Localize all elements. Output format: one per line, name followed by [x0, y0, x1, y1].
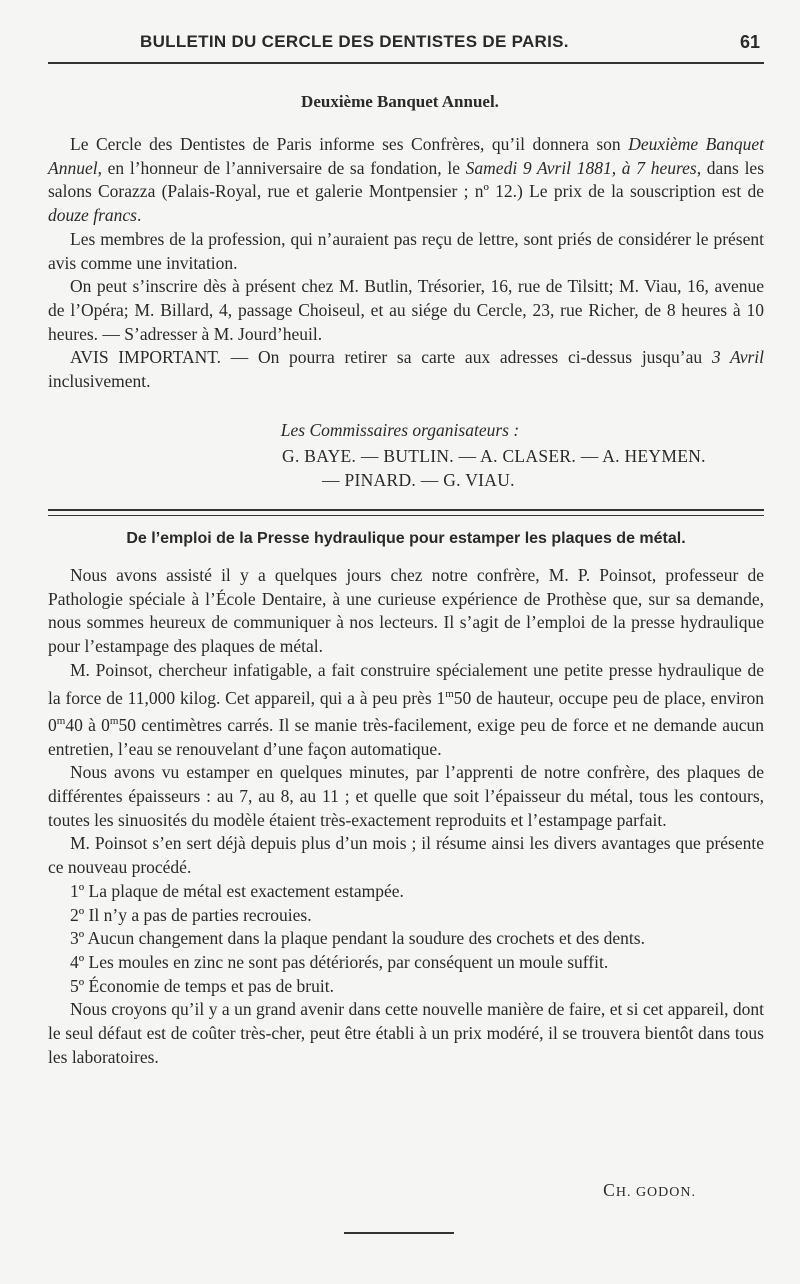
commissaires-names-line-1: G. BAYE. — BUTLIN. — A. CLASER. — A. HEYMEN. [282, 446, 706, 466]
banquet-paragraph-2: Les membres de la profession, qui n’auraient pas reçu de lettre, sont priés de considérer le présent avis comme une invitation. [48, 228, 764, 273]
article-paragraph-2: M. Poinsot, chercheur infatigable, a fait construire spécialement une petite presse hydraulique de la force de 11,000 kilog. Cet appareil, qui a à peu près 1$^m$50 de hauteur, occupe peu de place, environ 0$^m$40 à 0$^m$50 centimètres carrés. Il se manie très-facilement, exige peu de force et ne demande aucun entretien, l’eau se renouvelant d’une façon automatique. [48, 659, 765, 759]
running-title: BULLETIN DU CERCLE DES DENTISTES DE PARIS. [140, 32, 569, 51]
page-number: 61 [739, 32, 760, 52]
advantage-item-5: 5º Économie de temps et pas de bruit. [70, 975, 334, 996]
banquet-paragraph-1: Le Cercle des Dentistes de Paris informe ses Confrères, qu’il donnera son Deuxième Banquet Annuel, en l’honneur de l’anniversaire de sa fondation, le Samedi 9 Avril 1881, à 7 heures, dans les salons Corazza (Palais-Royal, rue et galerie Montpensier ; nº 12.) Le prix de la souscription est de douze francs. [48, 134, 765, 226]
commissaires-names-line-2: — PINARD. — G. VIAU. [322, 470, 515, 490]
advantage-item-2: 2º Il n’y a pas de parties recrouies. [70, 904, 312, 925]
section-heading-banquet: Deuxième Banquet Annuel. [301, 92, 499, 111]
section-divider [48, 509, 764, 516]
advantage-item-3: 3º Aucun changement dans la plaque pendant la soudure des crochets et des dents. [70, 928, 645, 949]
banquet-paragraph-3: On peut s’inscrire dès à présent chez M. Butlin, Trésorier, 16, rue de Tilsitt; M. Viau, 16, avenue de l’Opéra; M. Billard, 4, passage Choiseul, et au siége du Cercle, 23, rue Richer, de 8 heures à 10 heures. — S’adresser à M. Jourd’heuil. [48, 276, 764, 344]
banquet-announcement [48, 133, 764, 394]
article-paragraph-1: Nous avons assisté il y a quelques jours chez notre confrère, M. P. Poinsot, professeur de Pathologie spéciale à l’École Dentaire, à une curieuse expérience de Prothèse que, sur sa demande, nous sommes heureux de communiquer à nos lecteurs. Il s’agit de l’emploi de la presse hydraulique pour l’estampage des plaques de métal. [48, 565, 764, 657]
article-paragraph-4: M. Poinsot s’en sert déjà depuis plus d’un mois ; il résume ainsi les divers avantages que présente ce nouveau procédé. [48, 833, 764, 878]
commissaires-label: Les Commissaires organisateurs : [280, 420, 520, 440]
article-paragraph-5: Nous croyons qu’il y a un grand avenir dans cette nouvelle manière de faire, et si cet appareil, dont le seul défaut est de coûter très-cher, peut être établi à un prix modéré, il se trouvera bientôt dans tous les laboratoires. [48, 999, 764, 1067]
author-signature: CH. GODON. [603, 1180, 696, 1200]
running-header [48, 32, 764, 64]
advantage-item-4: 4º Les moules en zinc ne sont pas détériorés, par conséquent un moule suffit. [70, 951, 609, 972]
article-paragraph-3: Nous avons vu estamper en quelques minutes, par l’apprenti de notre confrère, des plaques de différentes épaisseurs : au 7, au 8, au 11 ; et quelle que soit l’épaisseur du métal, tous les contours, toutes les sinuosités du modèle étaient très-exactement reproduits et l’estampage parfait. [48, 762, 764, 830]
advantage-item-1: 1º La plaque de métal est exactement estampée. [70, 880, 404, 901]
banquet-paragraph-4: AVIS IMPORTANT. — On pourra retirer sa carte aux adresses ci-dessus jusqu’au 3 Avril inclusivement. [48, 347, 764, 392]
end-rule [344, 1232, 454, 1234]
presse-article [48, 564, 764, 1069]
section-heading-presse: De l’emploi de la Presse hydraulique pour estamper les plaques de métal. [126, 530, 686, 547]
